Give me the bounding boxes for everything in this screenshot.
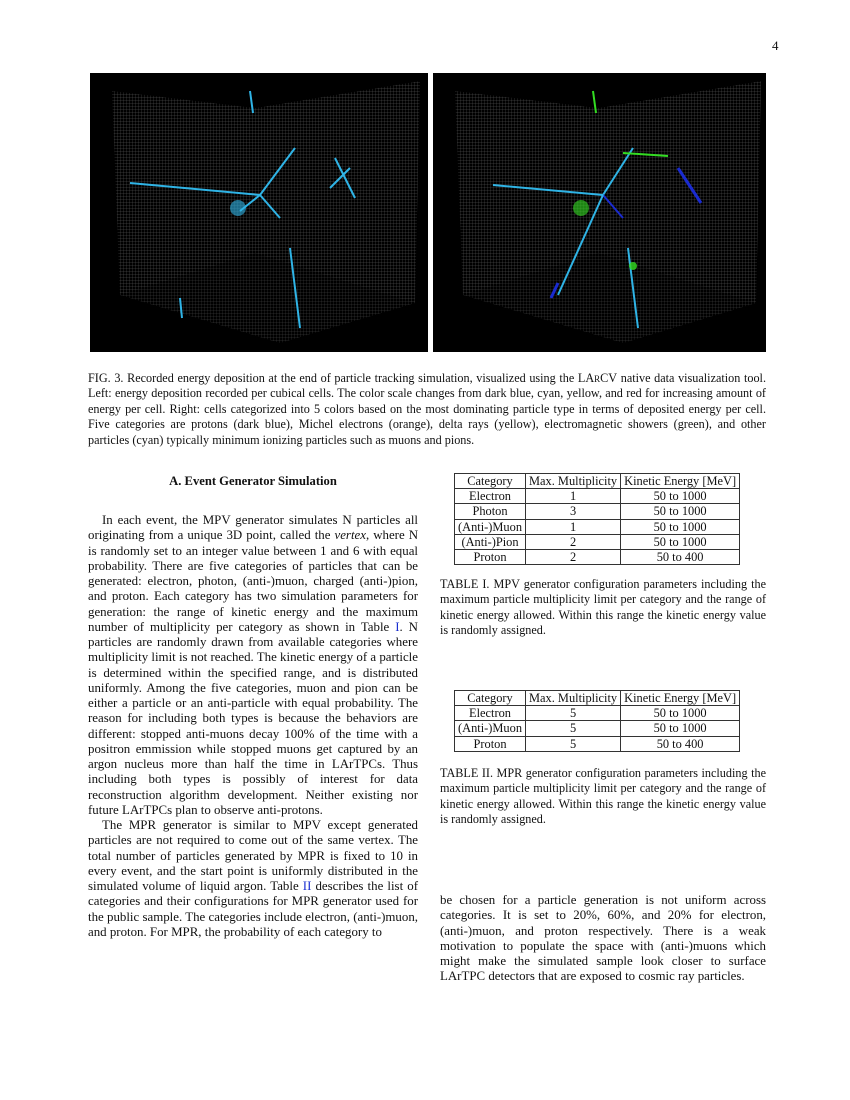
table-cell: Proton	[455, 736, 526, 751]
paragraph-3: be chosen for a particle generation is not uniform across categories. It is set to 20%, 60%, and 20% for electron, (anti-)muon, and proton respectively. There is a weak motivation to populate the space with (anti-)muons which might make the simulated sample look closer to surface LArTPC detectors that are exposed to cosmic ray particles.	[440, 893, 766, 984]
text: , where N is randomly set to an integer value between 1 and 6 with equal probability. There are five categories of particles that can be generated: electron, photon, (anti-)muon, charged (anti-)pion, and proton. Each category has two simulation parameters for generation: the range of kinetic energy and the maximum number of multiplicity per category as shown in Table	[88, 528, 419, 634]
text: describes the list of categories and their configurations for MPR generator used for the public sample. The categories include electron, (anti-)muon, and proton. For MPR, the probability of each category to	[88, 879, 418, 939]
table-row	[455, 504, 740, 519]
text: In each event, the MPV generator simulates N particles all originating from a unique 3D point, called the	[88, 513, 418, 543]
column-header: Max. Multiplicity	[526, 691, 621, 706]
section-title: A. Event Generator Simulation	[169, 474, 337, 488]
table-cell: 50 to 1000	[621, 519, 740, 534]
table-cell: Electron	[455, 489, 526, 504]
caption-label: FIG. 3.	[88, 371, 124, 385]
particle-category-visualization-right	[433, 73, 766, 352]
table-cell: 3	[526, 504, 621, 519]
table-cell: 5	[526, 706, 621, 721]
caption-tool-name: LArCV	[577, 371, 618, 385]
column-header: Category	[455, 474, 526, 489]
left-column-text	[88, 513, 418, 940]
table-row	[455, 534, 740, 549]
table-row	[455, 706, 740, 721]
energy-deposition-visualization-left	[90, 73, 428, 352]
table-2-caption: TABLE II. MPR generator configuration parameters including the maximum particle multiplicity limit per category and the range of kinetic energy allowed. Within this range the kinetic energy value is randomly assigned.	[440, 766, 766, 826]
right-column-text	[440, 893, 766, 985]
table-ref-link[interactable]: I	[395, 619, 400, 634]
table-cell: 1	[526, 489, 621, 504]
table-mpr	[454, 690, 740, 752]
table-cell: 50 to 1000	[621, 721, 740, 736]
paragraph-2	[88, 818, 418, 940]
table-row	[455, 489, 740, 504]
table-cell: 5	[526, 736, 621, 751]
table-cell: 1	[526, 519, 621, 534]
page-number: 4	[772, 38, 779, 53]
table-cell: 50 to 1000	[621, 489, 740, 504]
caption-text: Recorded energy deposition at the end of particle tracking simulation, visualized using the	[127, 371, 578, 385]
text: . N particles are randomly drawn from available categories where multiplicity limit is not reached. The kinetic energy of a particle is determined within the specified range, and is distributed uniformly. Among the five categories, muon and pion can be either a particle or an anti-particle with equal probability. The reason for including both types is because the behaviors are different: stopped anti-muons decay 100% of the time with a positron emmission while stopped muons get captured by an argon nucleus more than half the time in LArTPCs. Thus including both types is possibly of interest for data reconstruction algorithm development. Neither existing nor future LArTPCs plan to observe anti-protons.	[88, 619, 418, 817]
table-cell: 50 to 400	[621, 736, 740, 751]
table-cell: Electron	[455, 706, 526, 721]
table-cell: 5	[526, 721, 621, 736]
shower	[230, 200, 246, 216]
table-row	[455, 550, 740, 565]
figure-caption	[88, 371, 766, 448]
table-cell: 50 to 400	[621, 550, 740, 565]
table-cell: 2	[526, 550, 621, 565]
table-1-caption: TABLE I. MPV generator configuration parameters including the maximum particle multiplicity limit per category and the range of kinetic energy allowed. Within this range the kinetic energy value is randomly assigned.	[440, 577, 766, 637]
table-cell: (Anti-)Pion	[455, 534, 526, 549]
table-cell: 50 to 1000	[621, 534, 740, 549]
column-header: Kinetic Energy [MeV]	[621, 474, 740, 489]
table-cell: (Anti-)Muon	[455, 519, 526, 534]
text: The MPR generator is similar to MPV except generated particles are not required to come out of the same vertex. The total number of particles generated by MPR is fixed to 10 in every event, and the start point is uniformly distributed in the simulated volume of liquid argon. Table	[88, 818, 418, 893]
column-header: Category	[455, 691, 526, 706]
table-row	[455, 519, 740, 534]
paragraph-1	[88, 513, 418, 818]
em-shower	[573, 200, 589, 216]
table-row	[455, 736, 740, 751]
caption-text-2: native data visualization tool. Left: energy deposition recorded per cubical cells. The color scale changes from dark blue, cyan, yellow, and red for increasing amount of energy per cell. Right: cells categorized into 5 colors based on the most dominating particle type in terms of deposited energy per cell. Five categories are protons (dark blue), Michel electrons (orange), delta rays (yellow), electromagnetic showers (green), and other particles (cyan) typically minimum ionizing particles such as muons and pions.	[88, 371, 766, 447]
table-row	[455, 721, 740, 736]
vertex-term: vertex	[334, 528, 366, 543]
table-ref-link[interactable]: II	[302, 879, 312, 893]
table-cell: Proton	[455, 550, 526, 565]
column-header: Max. Multiplicity	[526, 474, 621, 489]
table-cell: (Anti-)Muon	[455, 721, 526, 736]
table-cell: 50 to 1000	[621, 504, 740, 519]
column-header: Kinetic Energy [MeV]	[621, 691, 740, 706]
table-cell: Photon	[455, 504, 526, 519]
table-mpv	[454, 473, 740, 565]
table-cell: 50 to 1000	[621, 706, 740, 721]
table-cell: 2	[526, 534, 621, 549]
